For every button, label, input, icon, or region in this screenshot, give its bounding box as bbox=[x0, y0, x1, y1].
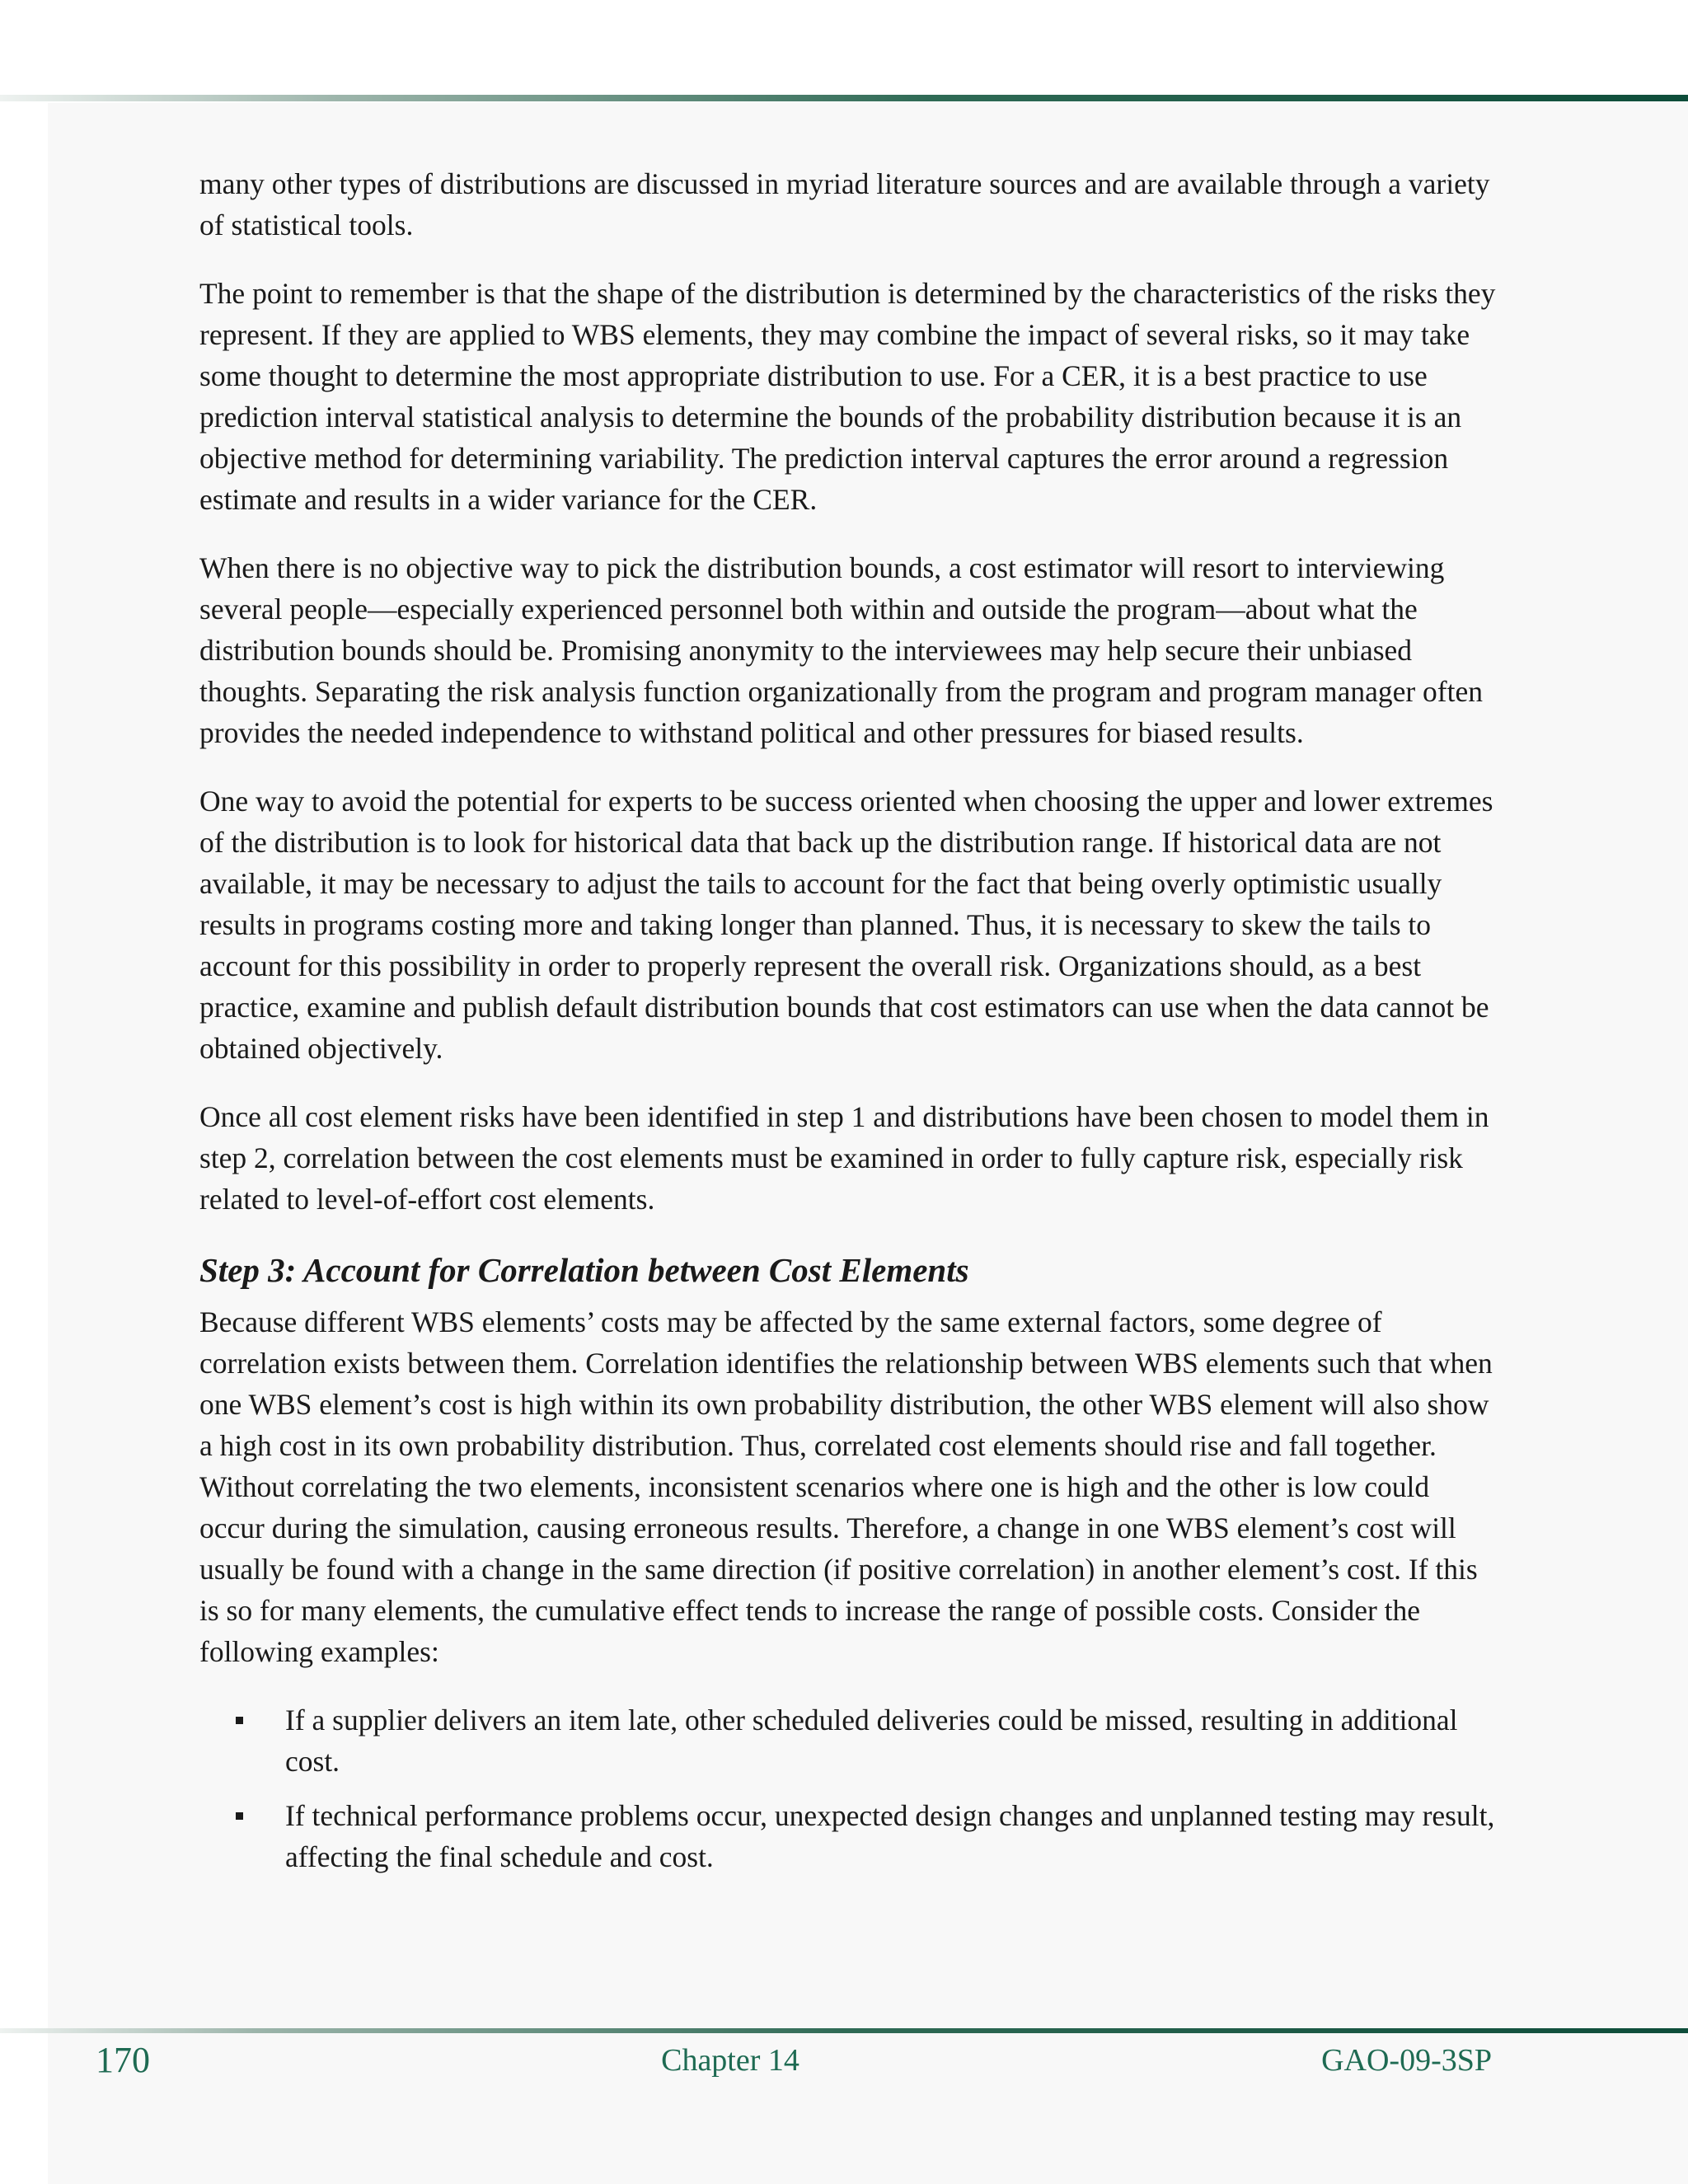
list-item-text: If technical performance problems occur, unexpected design changes and unplanned testing may result, affecting the final schedule and cost. bbox=[285, 1799, 1495, 1873]
section-heading: Step 3: Account for Correlation between Cost Elements bbox=[199, 1251, 969, 1289]
paragraph-historical-data: One way to avoid the potential for experts to be success oriented when choosing the upper and lower extremes of the distribution is to look for historical data that back up the distribution range. If historical data are not available, it may be necessary to adjust the tails to account for the fact that being overly optimistic usually results in programs costing more and taking longer than planned. Thus, it is necessary to skew the tails to account for this possibility in order to properly represent the overall risk. Organizations should, as a best practice, examine and publish default distribution bounds that cost estimators can use when the data cannot be obtained objectively. bbox=[199, 785, 1493, 1065]
list-item bbox=[199, 1795, 1498, 1877]
chapter-label: Chapter 14 bbox=[661, 2043, 799, 2078]
list-item bbox=[199, 1699, 1498, 1782]
bullet-square-icon bbox=[236, 1812, 243, 1820]
paragraph-intro-continuation: many other types of distributions are discussed in myriad literature sources and are available through a variety of statistical tools. bbox=[199, 167, 1490, 241]
list-item-text: If a supplier delivers an item late, other scheduled deliveries could be missed, resulting in additional cost. bbox=[285, 1704, 1458, 1778]
footer-rule bbox=[0, 2028, 1688, 2033]
paragraph-correlation-body: Because different WBS elements’ costs may be affected by the same external factors, some degree of correlation exists between them. Correlation identifies the relationship between WBS elements such that when one WBS element’s cost is high within its own probability distribution, the other WBS element will also show a high cost in its own probability distribution. Thus, correlated cost elements should rise and fall together. Without correlating the two elements, inconsistent scenarios where one is high and the other is low could occur during the simulation, causing erroneous results. Therefore, a change in one WBS element’s cost will usually be found with a change in the same direction (if positive correlation) in another element’s cost. If this is so for many elements, the cumulative effect tends to increase the range of possible costs. Consider the following examples: bbox=[199, 1305, 1493, 1668]
examples-list bbox=[199, 1699, 1498, 1877]
page-number: 170 bbox=[96, 2040, 150, 2080]
paragraph-interviewing: When there is no objective way to pick the distribution bounds, a cost estimator will resort to interviewing several people—especially experienced personnel both within and outside the program—about what the distribution bounds should be. Promising anonymity to the interviewees may help secure their unbiased thoughts. Separating the risk analysis function organizationally from the program and program manager often provides the needed independence to withstand political and other pressures for biased results. bbox=[199, 551, 1483, 749]
page-content bbox=[199, 163, 1498, 1891]
paragraph-correlation-transition: Once all cost element risks have been identified in step 1 and distributions have been chosen to model them in step 2, correlation between the cost elements must be examined in order to fully capture risk, especially risk related to level-of-effort cost elements. bbox=[199, 1100, 1489, 1216]
bullet-square-icon bbox=[236, 1717, 243, 1724]
paragraph-distribution-shape: The point to remember is that the shape of the distribution is determined by the characteristics of the risks they represent. If they are applied to WBS elements, they may combine the impact of several risks, so it may take some thought to determine the most appropriate distribution to use. For a CER, it is a best practice to use prediction interval statistical analysis to determine the bounds of the probability distribution because it is an objective method for determining variability. The prediction interval captures the error around a regression estimate and results in a wider variance for the CER. bbox=[199, 277, 1496, 516]
header-rule bbox=[0, 95, 1688, 101]
document-id: GAO-09-3SP bbox=[1321, 2043, 1492, 2078]
